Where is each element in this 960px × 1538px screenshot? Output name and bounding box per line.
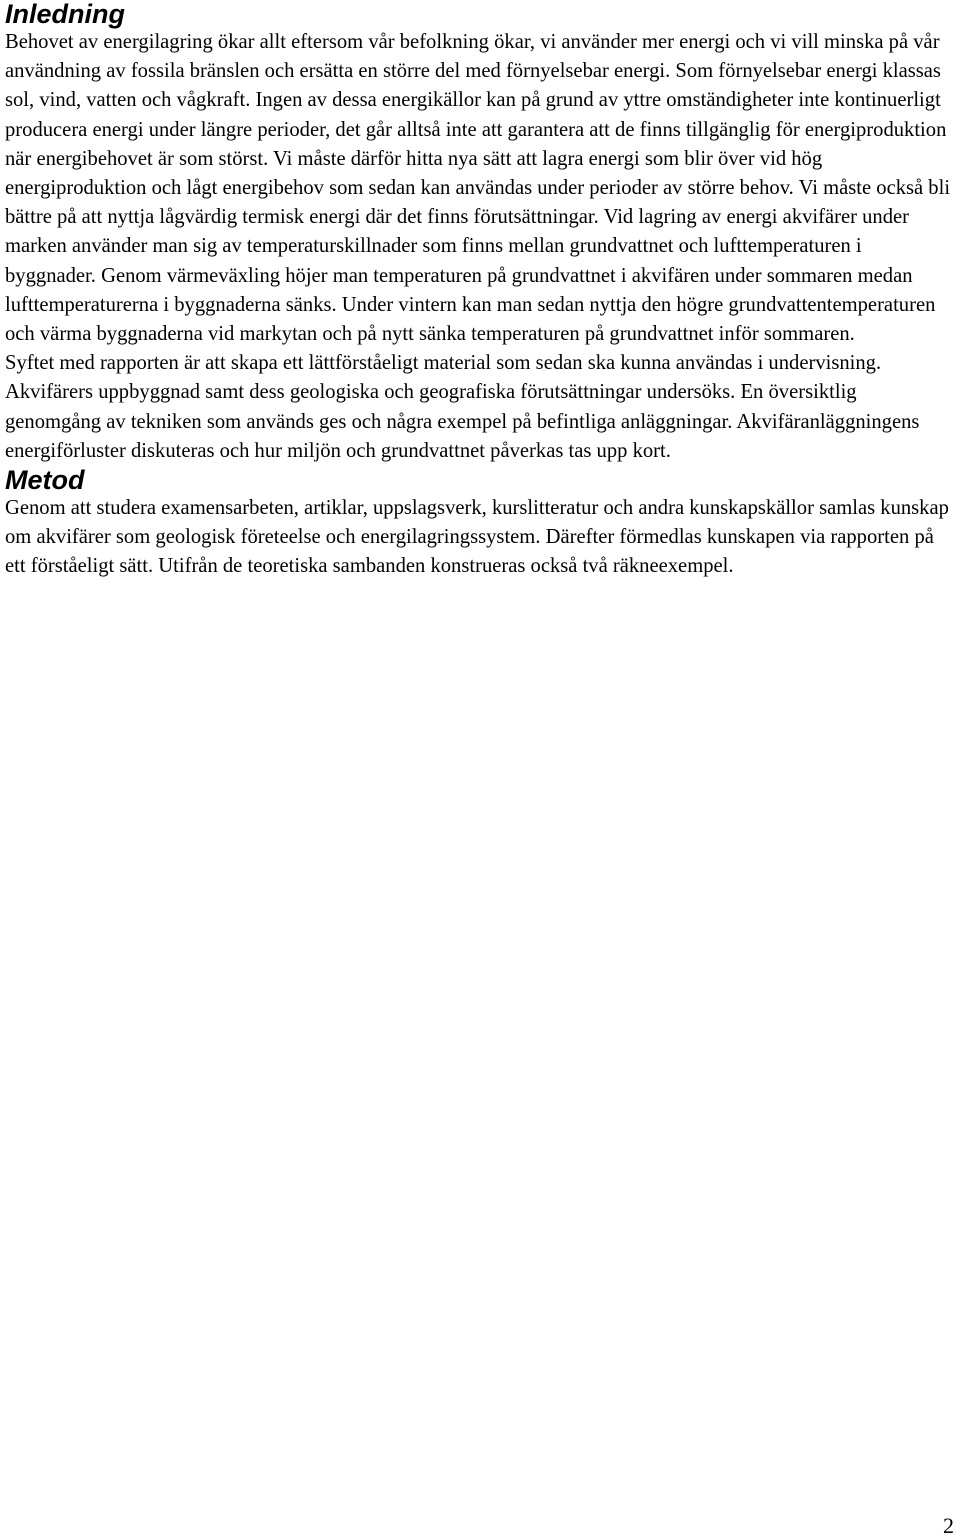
section-heading-inledning: Inledning [5,0,125,29]
section-heading-metod: Metod [5,465,85,496]
paragraph-metod-1: Genom att studera examensarbeten, artiklar, uppslagsverk, kurslitteratur och andra kunskapskällor samlas kunskap om akvifärer som geologisk företeelse och energilagringssystem. Därefter förmedlas kunskapen via rapporten på ett förståeligt sätt. Utifrån de teoretiska sambanden konstrueras också två räkneexempel. [5,497,949,578]
page-number: 2 [943,1513,954,1538]
paragraph-inledning-2: Syftet med rapporten är att skapa ett lättförståeligt material som sedan ska kunna användas i undervisning. Akvifärers uppbyggnad samt dess geologiska och geografiska förutsättningar undersöks. En översiktlig genomgång av tekniken som används ges och några exempel på befintliga anläggningar. Akvifäranläggningens energiförluster diskuteras och hur miljön och grundvattnet påverkas tas upp kort. [5,352,920,462]
paragraph-inledning-1: Behovet av energilagring ökar allt eftersom vår befolkning ökar, vi använder mer energi och vi vill minska på vår användning av fossila bränslen och ersätta en större del med förnyelsebar energi. Som förnyelsebar energi klassas sol, vind, vatten och vågkraft. Ingen av dessa energikällor kan på grund av yttre omständigheter inte kontinuerligt producera energi under längre perioder, det går alltså inte att garantera att de finns tillgänglig för energiproduktion när energibehovet är som störst. Vi måste därför hitta nya sätt att lagra energi som blir över vid hög energiproduktion och lågt energibehov som sedan kan användas under perioder av större behov. Vi måste också bli bättre på att nyttja lågvärdig termisk energi där det finns förutsättningar. Vid lagring av energi akvifärer under marken använder man sig av temperaturskillnader som finns mellan grundvattnet och lufttemperaturen i byggnader. Genom värmeväxling höjer man temperaturen på grundvattnet i akvifären under sommaren medan lufttemperaturerna i byggnaderna sänks. Under vintern kan man sedan nyttja den högre grundvattentemperaturen och värma byggnaderna vid markytan och på nytt sänka temperaturen på grundvattnet inför sommaren. [5,31,951,346]
document-page [5,0,955,582]
